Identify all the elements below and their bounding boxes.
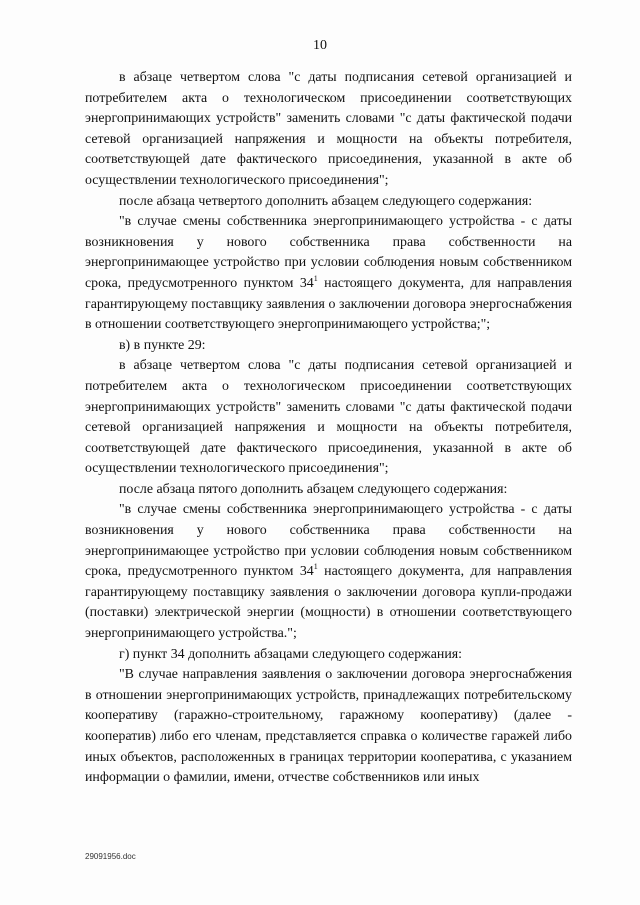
list-item-g: г) пункт 34 дополнить абзацами следующего содержания:	[119, 646, 463, 662]
list-item-v: в) в пункте 29:	[119, 337, 206, 353]
document-body	[85, 68, 572, 789]
quote-text: "в случае смены собственника энергопринимающего устройства - с даты возникновения у нового собственника права собственности на энергопринимающее устройство при условии соблюдения новым собственником срока, предусмотренного пунктом 34	[85, 214, 572, 291]
footer-filename: 29091956.doc	[85, 852, 136, 861]
superscript: 1	[313, 273, 318, 283]
page-number: 10	[313, 38, 327, 53]
quoted-paragraph: "В случае направления заявления о заключении договора энергоснабжения в отношении энергопринимающих устройств, принадлежащих потребительскому кооперативу (гаражно-строительному, гаражному кооперативу) (далее - кооператив) либо его членам, представляется справка о количестве гаражей либо иных объектов, расположенных в границах территории кооператива, с указанием информации о фамилии, имени, отчестве собственников или иных	[85, 667, 572, 786]
quote-text: настоящего документа, для направления гарантирующему поставщику заявления о заключении договора энергоснабжения в отношении соответствующего энергопринимающего устройства;";	[85, 275, 572, 333]
paragraph: в абзаце четвертом слова "с даты подписания сетевой организацией и потребителем акта о технологическом присоединении соответствующих энергопринимающих устройств" заменить словами "с даты фактической подачи сетевой организацией напряжения и мощности на объекты потребителя, соответствующей дате фактического присоединения, указанной в акте об осуществлении технологического присоединения";	[85, 70, 572, 188]
quoted-paragraph	[85, 212, 572, 336]
paragraph: после абзаца четвертого дополнить абзацем следующего содержания:	[119, 193, 533, 209]
quote-text: настоящего документа, для направления гарантирующему поставщику заявления о заключении договора купли-продажи (поставки) электрической энергии (мощности) в отношении соответствующего энергопринимающего устройства.";	[85, 564, 572, 642]
quote-text: "в случае смены собственника энергопринимающего устройства - с даты возникновения у нового собственника права собственности на энергопринимающее устройство при условии соблюдения новым собственником срока, предусмотренного пунктом 34	[85, 502, 572, 580]
paragraph: после абзаца пятого дополнить абзацем следующего содержания:	[119, 481, 508, 497]
superscript: 1	[313, 562, 318, 572]
paragraph: в абзаце четвертом слова "с даты подписания сетевой организацией и потребителем акта о технологическом присоединении соответствующих энергопринимающих устройств" заменить словами "с даты фактической подачи сетевой организацией напряжения и мощности на объекты потребителя, соответствующей дате фактического присоединения, указанной в акте об осуществлении технологического присоединения";	[85, 358, 572, 477]
quoted-paragraph	[85, 500, 572, 644]
